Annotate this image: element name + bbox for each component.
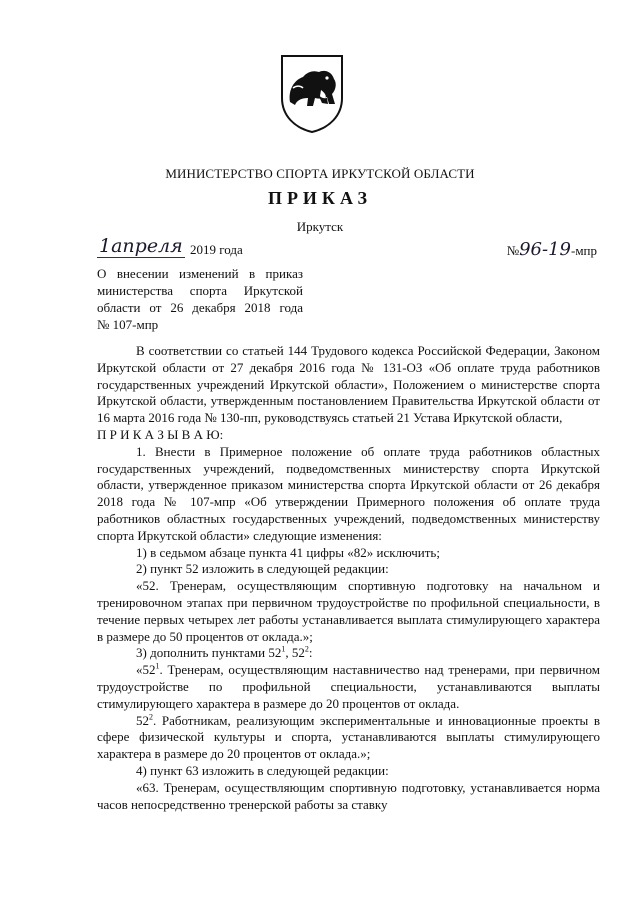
- date-number-row: [97, 233, 597, 263]
- subject-line: О внесении изменений в приказ: [97, 266, 303, 281]
- order-body: [97, 343, 600, 813]
- document-type-title: ПРИКАЗ: [267, 188, 373, 208]
- coat-of-arms-emblem: [277, 52, 347, 134]
- number-suffix: -мпр: [570, 243, 597, 258]
- clause-52-paragraph: «52. Тренерам, осуществляющим спортивную подготовку на начальном и тренировочном этапах при первичном трудоустройстве по профильной специальности, в течение первых четырех лет работы устанавливается выплата стимулирующего характера в размере до 50 процентов от оклада.»;: [97, 578, 600, 644]
- handwritten-date: 1апреля: [99, 235, 183, 257]
- order-subject: [97, 265, 303, 333]
- subitem-4: 4) пункт 63 изложить в следующей редакции:: [136, 762, 389, 778]
- order-number: [507, 239, 597, 260]
- item-1-paragraph: 1. Внести в Примерное положение об оплате труда работников областных государственных учреждений, подведомственных министерству спорта Иркутской области, утвержденное приказом министерства спорта Иркутской области от 26 декабря 2018 года № 107-мпр «Об утверждении Примерного положения об оплате труда работников областных государственных учреждений, подведомственных министерству спорта Иркутской области» следующие изменения:: [97, 443, 600, 543]
- clause-63-paragraph: «63. Тренерам, осуществляющим спортивную подготовку, устанавливается норма часов непосредственно тренерской работы за ставку: [97, 779, 600, 812]
- date-year: 2019 года: [190, 242, 243, 257]
- number-prefix: №: [506, 243, 520, 258]
- city-name: Иркутск: [296, 219, 344, 234]
- preamble-paragraph: В соответствии со статьей 144 Трудового кодекса Российской Федерации, Законом Иркутской области от 27 декабря 2016 года № 131-ОЗ «Об оплате труда работников государственных учреждений Иркутской области», Положением о министерстве спорта Иркутской области, утвержденным постановлением Правительства Иркутской области от 16 марта 2016 года № 130-пп, руководствуясь статьей 21 Устава Иркутской области,: [97, 343, 600, 426]
- subject-line: министерства спорта Иркутской: [97, 283, 303, 298]
- clause-52-1-paragraph: «$52^1$. Тренерам, осуществляющим наставничество над тренерами, при первичном трудоустройстве по профильной специальности, устанавливаются выплаты стимулирующего характера в размере до 20 процентов от оклада.: [97, 661, 600, 711]
- handwritten-number: 96-19: [519, 239, 571, 260]
- ministry-name: МИНИСТЕРСТВО СПОРТА ИРКУТСКОЙ ОБЛАСТИ: [165, 166, 475, 181]
- subject-line: области от 26 декабря 2018 года: [97, 300, 303, 315]
- subitem-1: 1) в седьмом абзаце пункта 41 цифры «82» исключить;: [136, 544, 440, 560]
- order-word: П Р И К А З Ы В А Ю:: [97, 426, 224, 442]
- subitem-2: 2) пункт 52 изложить в следующей редакции:: [136, 561, 389, 577]
- subitem-3: 3) дополнить пунктами $52^1$, $52^2$:: [136, 645, 313, 661]
- subject-line: № 107-мпр: [97, 317, 159, 332]
- clause-52-2-paragraph: $52^2$. Работникам, реализующим экспериментальные и инновационные проекты в сфере физической культуры и спорта, устанавливаются выплаты стимулирующего характера в размере до 20 процентов от оклада.»;: [97, 712, 600, 762]
